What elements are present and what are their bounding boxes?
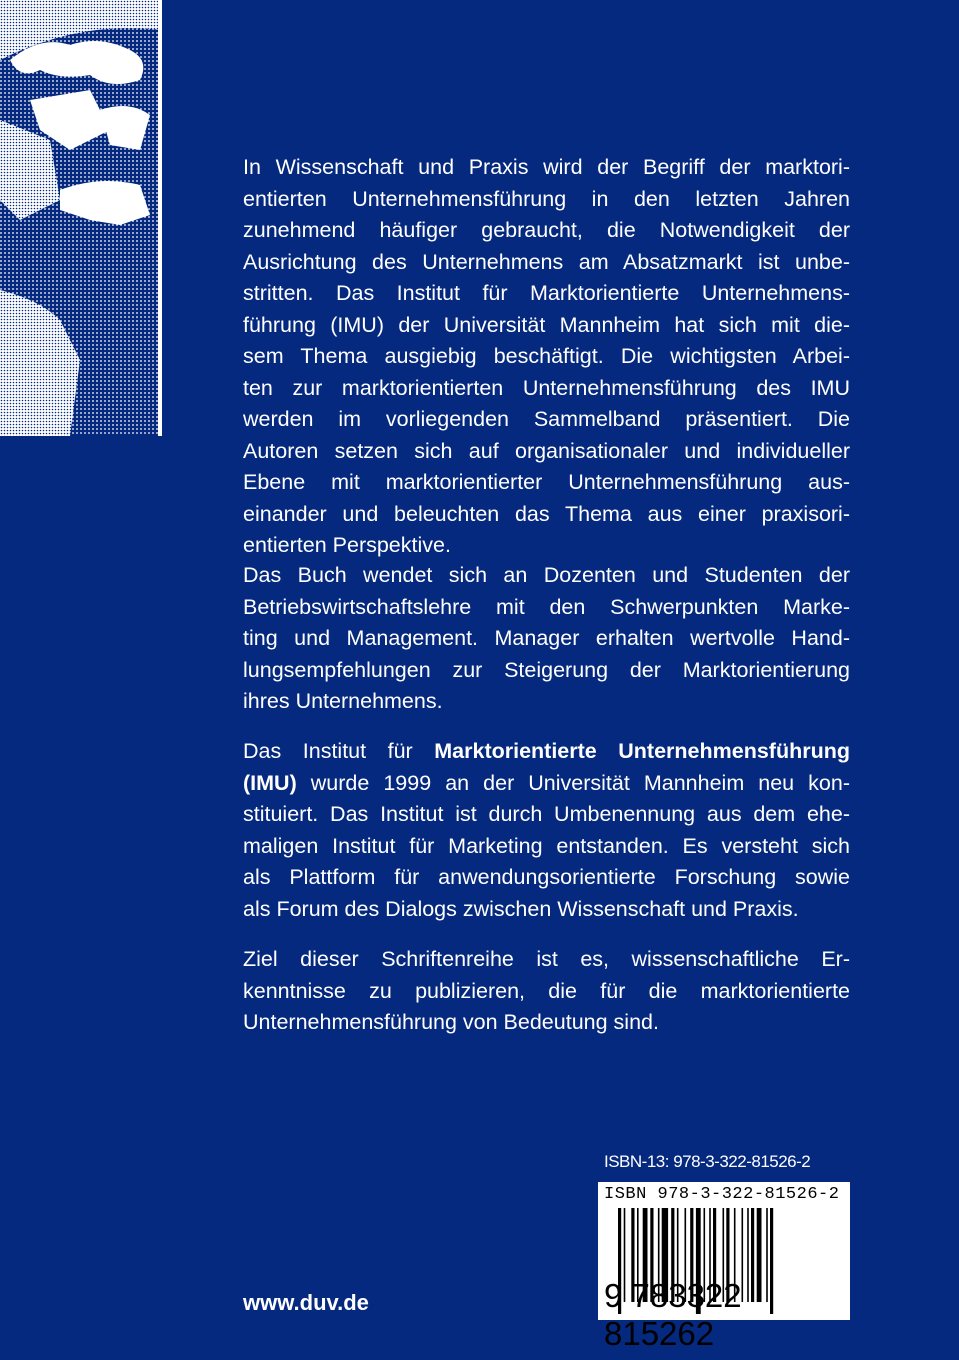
globe-illustration xyxy=(0,0,162,436)
text-line: Das Buch wendet sich an Dozenten und Studenten der xyxy=(243,563,850,587)
text-line: stritten. Das Institut für Marktorientierte Unternehmens- xyxy=(243,281,850,305)
isbn-barcode xyxy=(598,1182,850,1352)
barcode-digits: 9 783322 815262 xyxy=(604,1277,742,1352)
text-line: einander und beleuchten das Thema aus einer praxisori- xyxy=(243,501,850,526)
text-line: Ausrichtung des Unternehmens am Absatzmarkt ist unbe- xyxy=(243,249,850,274)
text-line: kenntnisse zu publizieren, die für die marktorientierte xyxy=(243,978,850,1003)
text-segment: maligen Institut für Marketing entstanden. Es versteht sich xyxy=(243,833,850,858)
text-line xyxy=(243,894,850,926)
barcode-isbn-text: ISBN 978-3-322-81526-2 xyxy=(604,1185,840,1204)
text-line: Ebene mit marktorientierter Unternehmensführung aus- xyxy=(243,470,850,494)
text-line: entierten Unternehmensführung in den letzten Jahren xyxy=(243,186,850,211)
text-line: ihres Unternehmens. xyxy=(243,689,443,713)
isbn-label: ISBN-13: 978-3-322-81526-2 xyxy=(604,1152,811,1171)
text-line: sem Thema ausgiebig beschäftigt. Die wichtigsten Arbei- xyxy=(243,344,850,368)
paragraph-intro xyxy=(243,152,850,562)
text-line xyxy=(243,768,850,800)
text-line: In Wissenschaft und Praxis wird der Begriff der marktori- xyxy=(243,155,850,179)
text-line: entierten Perspektive. xyxy=(243,533,451,557)
text-line: ting und Management. Manager erhalten wertvolle Hand- xyxy=(243,626,850,650)
text-line: Autoren setzen sich auf organisationaler und individueller xyxy=(243,438,850,463)
text-line: Betriebswirtschaftslehre mit den Schwerpunkten Marke- xyxy=(243,594,850,619)
text-line: werden im vorliegenden Sammelband präsentiert. Die xyxy=(243,407,850,431)
text-line: ten zur marktorientierten Unternehmensführung des IMU xyxy=(243,375,850,400)
text-line: führung (IMU) der Universität Mannheim hat sich mit die- xyxy=(243,312,850,337)
text-segment: Das Institut für xyxy=(243,739,435,763)
text-line xyxy=(243,736,850,768)
text-line xyxy=(243,862,850,894)
paragraph-audience xyxy=(243,560,850,718)
publisher-url[interactable]: www.duv.de xyxy=(243,1290,369,1315)
text-line: lungsempfehlungen zur Steigerung der Marktorientierung xyxy=(243,657,850,682)
paragraph-series xyxy=(243,944,850,1039)
text-segment: als Plattform für anwendungsorientierte Forschung sowie xyxy=(243,865,850,889)
text-line: Unternehmensführung von Bedeutung sind. xyxy=(243,1010,659,1034)
paragraph-institute xyxy=(243,736,850,925)
text-line: Ziel dieser Schriftenreihe ist es, wissenschaftliche Er- xyxy=(243,947,850,971)
bold-text: (IMU) xyxy=(243,770,297,795)
text-segment: wurde 1999 an der Universität Mannheim neu kon- xyxy=(296,770,850,795)
bold-text: Marktorientierte Unternehmensführung xyxy=(434,739,850,763)
text-line xyxy=(243,799,850,831)
text-segment: stituiert. Das Institut ist durch Umbenennung aus dem ehe- xyxy=(243,802,850,826)
text-line: zunehmend häufiger gebraucht, die Notwendigkeit der xyxy=(243,218,850,242)
text-line xyxy=(243,831,850,863)
text-segment: als Forum des Dialogs zwischen Wissenschaft und Praxis. xyxy=(243,896,799,921)
